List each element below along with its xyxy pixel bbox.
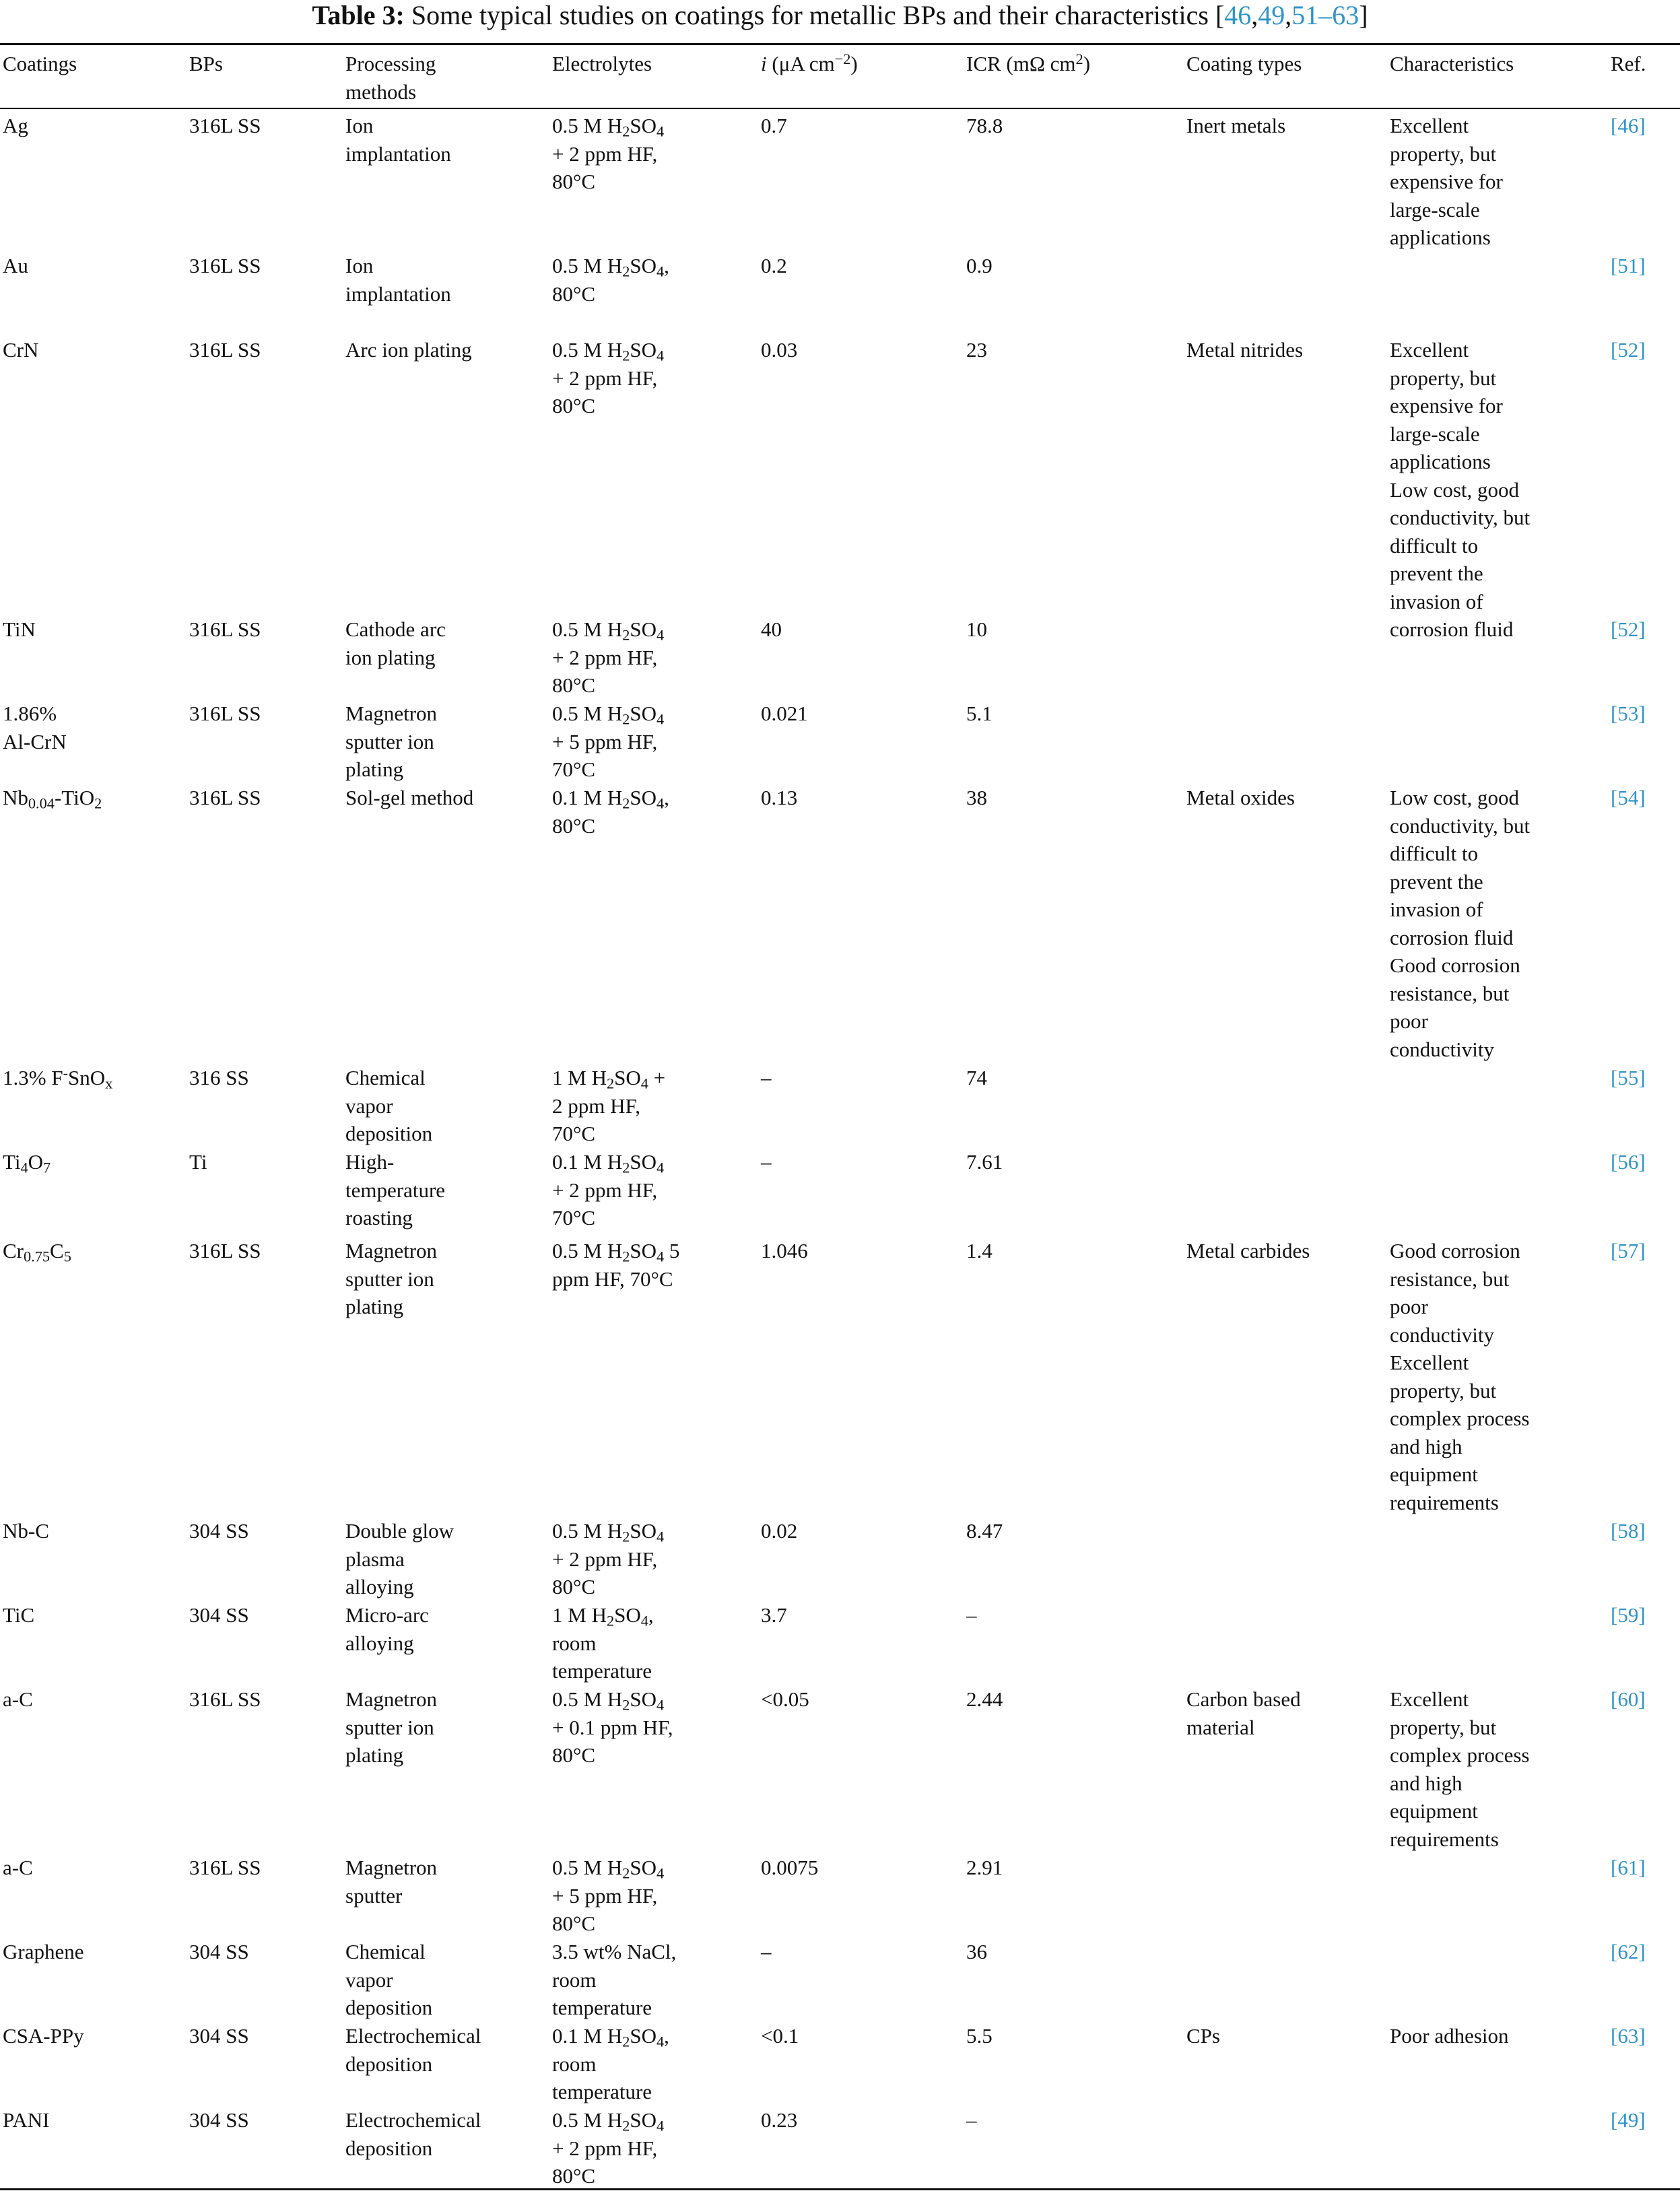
characteristics-cell: Excellent property, but expensive for large-scale applications Low cost, good conductivity, but difficult to prevent the invasion of corrosion fluid [1390,338,1531,641]
icr-cell: 5.1 [966,702,993,725]
processing-method-cell: Chemical vapor deposition [345,1066,433,1145]
table-caption [0,0,1680,44]
header-electrolytes: Electrolytes [552,52,652,75]
processing-method-cell: Double glow plasma alloying [345,1519,455,1598]
coating-cell: 1.86% Al-CrN [3,702,67,753]
electrolyte-subscript: 4 [640,1612,648,1629]
electrolyte-subscript: 4 [657,1528,665,1545]
electrolyte-text: SO [630,1687,657,1711]
icr-cell: 23 [966,338,987,362]
characteristics-cell: Excellent property, but complex process and high equipment requirements [1390,1687,1530,1851]
header-current-density [761,50,858,78]
electrolyte-text: , room temperature [552,1603,654,1683]
current-density-cell: 1.046 [761,1239,808,1262]
electrolyte-text: SO [630,617,657,641]
electrolyte-text: SO [630,1856,657,1879]
header-i-exponent: −2 [834,50,851,67]
electrolyte-subscript: 2 [622,1528,630,1545]
coating-text: O [28,1150,44,1174]
electrolyte-text: + 5 ppm HF, 80°C [552,1883,658,1935]
electrolyte-cell [552,252,669,308]
coating-subscript: 7 [43,1159,51,1176]
bottom-rule [0,2188,1680,2190]
electrolyte-cell [552,1148,664,1232]
processing-method-cell: Ion implantation [345,114,451,166]
electrolyte-text: SO [630,114,657,137]
ref-link[interactable]: [57] [1611,1239,1646,1262]
processing-method-cell: Electrochemical deposition [345,2024,481,2076]
caption-bracket-close: ] [1359,0,1368,30]
icr-cell: – [966,2108,977,2132]
electrolyte-subscript: 4 [657,795,665,812]
top-rule [0,43,1680,45]
electrolyte-subscript: 4 [657,1696,665,1714]
coating-cell: Ag [3,114,28,137]
electrolyte-cell [552,1601,654,1685]
electrolyte-subscript: 2 [622,626,630,644]
electrolyte-cell [552,2022,669,2106]
electrolyte-text: , 80°C [552,254,669,306]
electrolyte-subscript: 2 [622,710,630,728]
electrolyte-text: SO [630,338,657,362]
bp-cell: 316L SS [189,617,261,641]
header-i-symbol: i [761,52,767,75]
caption-ref-link-c[interactable]: 51–63 [1291,0,1359,30]
current-density-cell: 0.0075 [761,1856,819,1879]
processing-method-cell: Electrochemical deposition [345,2108,481,2160]
bp-cell: 316L SS [189,338,261,362]
coating-cell: CSA-PPy [3,2024,84,2048]
electrolyte-cell [552,2106,664,2190]
coating-text: C [50,1239,64,1262]
processing-method-cell: Chemical vapor deposition [345,1940,433,2019]
icr-cell: 74 [966,1066,987,1089]
electrolyte-text: 0.5 M H [552,338,623,362]
electrolyte-subscript: 2 [622,1248,630,1265]
electrolyte-text: SO [630,1519,657,1543]
electrolyte-text: + 2 ppm HF, 70°C [552,1178,658,1229]
current-density-cell: 40 [761,617,782,641]
ref-link[interactable]: [55] [1611,1066,1646,1089]
electrolyte-text: SO [614,1603,641,1627]
coating-text: 1.3% F [3,1066,63,1089]
electrolyte-text: , 80°C [552,786,669,838]
coating-subscript: 0.75 [24,1248,51,1265]
electrolyte-subscript: 4 [657,123,665,140]
coating-text: Ti [3,1150,21,1174]
electrolyte-cell [552,1237,679,1293]
electrolyte-subscript: 2 [622,2033,630,2050]
header-i-unit: (μA cm [766,52,835,75]
coating-type-cell: Metal carbides [1186,1239,1310,1262]
processing-method-cell: Ion implantation [345,254,451,306]
bp-cell: 316L SS [189,1239,261,1262]
electrolyte-text: 0.5 M H [552,114,623,137]
ref-link[interactable]: [53] [1611,702,1646,725]
current-density-cell: <0.05 [761,1687,809,1711]
ref-link[interactable]: [46] [1611,114,1646,137]
ref-link[interactable]: [62] [1611,1940,1646,1963]
coating-text: SnO [68,1066,106,1089]
bp-cell: 304 SS [189,1603,249,1627]
electrolyte-text: + 2 ppm HF, 80°C [552,366,658,417]
electrolyte-text: + 2 ppm HF, 80°C [552,645,658,697]
electrolyte-subscript: 4 [657,2033,665,2050]
current-density-cell: 3.7 [761,1603,787,1627]
bp-cell: 304 SS [189,2024,249,2048]
coating-subscript: x [105,1075,113,1092]
icr-cell: 0.9 [966,254,993,277]
coating-cell: a-C [3,1687,33,1711]
electrolyte-text: 0.5 M H [552,1239,623,1262]
header-processing-methods: Processing methods [345,52,436,104]
electrolyte-subscript: 4 [657,626,665,644]
icr-cell: 1.4 [966,1239,993,1262]
characteristics-cell: Excellent property, but expensive for large-scale applications [1390,114,1503,249]
electrolyte-text: + 0.1 ppm HF, 80°C [552,1715,673,1767]
electrolyte-text: 0.5 M H [552,702,623,725]
electrolyte-subscript: 2 [622,263,630,280]
electrolyte-subscript: 2 [622,1696,630,1714]
ref-link[interactable]: [59] [1611,1603,1646,1627]
coating-cell: TiN [3,617,36,641]
electrolyte-subscript: 4 [657,263,665,280]
electrolyte-subscript: 4 [657,1864,665,1882]
header-coatings: Coatings [3,52,77,75]
header-ref: Ref. [1611,52,1646,75]
icr-cell: 8.47 [966,1519,1003,1543]
electrolyte-subscript: 4 [657,347,665,364]
coating-cell: PANI [3,2108,50,2132]
ref-link[interactable]: [58] [1611,1519,1646,1543]
ref-link[interactable]: [51] [1611,254,1646,277]
electrolyte-text: + 2 ppm HF, 80°C [552,2136,658,2188]
caption-ref-link-b[interactable]: 49 [1258,0,1285,30]
electrolyte-text: + 2 ppm HF, 80°C [552,141,658,193]
coating-text: Cr [3,1239,24,1262]
bp-cell: Ti [189,1150,207,1174]
bp-cell: 316L SS [189,254,261,277]
coating-cell: TiC [3,1603,35,1627]
processing-method-cell: High- temperature roasting [345,1150,446,1229]
header-icr-unit: ICR (mΩ cm [966,52,1076,75]
electrolyte-subscript: 2 [622,123,630,140]
electrolyte-subscript: 2 [622,2117,630,2134]
electrolyte-text: + 5 ppm HF, 70°C [552,729,658,781]
electrolyte-text: 0.5 M H [552,254,623,277]
current-density-cell: – [761,1150,772,1174]
header-i-close: ) [850,52,858,75]
caption-ref-link-a[interactable]: 46 [1224,0,1252,30]
coating-cell [3,784,102,812]
electrolyte-text: 0.1 M H [552,2024,623,2048]
processing-method-cell: Magnetron sputter ion plating [345,702,438,781]
electrolyte-subscript: 4 [657,2117,665,2134]
current-density-cell: – [761,1066,772,1089]
electrolyte-cell [552,700,664,784]
icr-cell: 7.61 [966,1150,1003,1174]
electrolyte-cell [552,1685,673,1769]
electrolyte-text: SO [630,1150,657,1174]
characteristics-cell: Good corrosion resistance, but poor conductivity Excellent property, but complex process and high equipment requirements [1390,1239,1530,1514]
coating-type-cell: CPs [1186,2024,1220,2048]
header-icr-exponent: 2 [1075,50,1083,67]
electrolyte-subscript: 2 [622,347,630,364]
ref-link[interactable]: [52] [1611,617,1646,641]
electrolyte-subscript: 4 [657,1159,665,1176]
header-coating-types: Coating types [1186,52,1302,75]
current-density-cell: 0.7 [761,114,787,137]
coating-type-cell: Metal nitrides [1186,338,1304,362]
coating-cell: Graphene [3,1940,84,1963]
characteristics-cell: Poor adhesion [1390,2024,1509,2048]
electrolyte-text: 0.1 M H [552,1150,623,1174]
coating-cell [3,1148,51,1176]
electrolyte-cell [552,615,664,700]
coating-cell [3,1064,112,1092]
electrolyte-text: 0.5 M H [552,2108,623,2132]
ref-link[interactable]: [54] [1611,786,1646,809]
bp-cell: 316L SS [189,1687,261,1711]
caption-bracket-open: [ [1215,0,1225,30]
electrolyte-text: SO [630,1239,657,1262]
electrolyte-text: 0.1 M H [552,786,623,809]
icr-cell: 38 [966,786,987,809]
caption-comma-b: , [1285,0,1292,30]
coating-cell: Au [3,254,28,277]
current-density-cell: <0.1 [761,2024,799,2048]
coating-type-cell: Metal oxides [1186,786,1295,809]
electrolyte-subscript: 2 [606,1075,615,1092]
electrolyte-subscript: 4 [640,1075,648,1092]
coating-superscript: - [63,1064,69,1081]
electrolyte-subscript: 4 [657,1248,665,1265]
icr-cell: 2.44 [966,1687,1003,1711]
ref-link[interactable]: [61] [1611,1856,1646,1879]
electrolyte-subscript: 2 [606,1612,615,1629]
electrolyte-cell [552,336,664,420]
electrolyte-text: SO [630,702,657,725]
current-density-cell: 0.13 [761,786,798,809]
processing-method-cell: Micro-arc alloying [345,1603,429,1655]
electrolyte-text: 3.5 wt% NaCl, room temperature [552,1940,677,2019]
electrolyte-cell [552,1517,664,1601]
bp-cell: 304 SS [189,1940,249,1963]
current-density-cell: 0.03 [761,338,798,362]
icr-cell: 10 [966,617,987,641]
processing-method-cell: Sol-gel method [345,786,474,809]
caption-label: Table 3: [312,0,405,30]
electrolyte-text: 0.5 M H [552,1519,623,1543]
electrolyte-cell [552,1938,676,2022]
coating-cell [3,1237,71,1265]
bp-cell: 316L SS [189,114,261,137]
processing-method-cell: Cathode arc ion plating [345,617,446,669]
processing-method-cell: Magnetron sputter ion plating [345,1687,438,1767]
electrolyte-cell [552,112,664,196]
bp-cell: 304 SS [189,1519,249,1543]
icr-cell: – [966,1603,977,1627]
caption-text: Some typical studies on coatings for metallic BPs and their characteristics [411,0,1209,30]
electrolyte-subscript: 2 [622,1864,630,1882]
electrolyte-subscript: 4 [657,710,665,728]
current-density-cell: – [761,1940,772,1963]
icr-cell: 78.8 [966,114,1003,137]
processing-method-cell: Arc ion plating [345,338,472,362]
electrolyte-cell [552,1854,664,1938]
icr-cell: 5.5 [966,2024,993,2048]
current-density-cell: 0.02 [761,1519,798,1543]
electrolyte-text: SO [630,2024,657,2048]
electrolyte-text: 1 M H [552,1066,607,1089]
bp-cell: 316L SS [189,702,261,725]
electrolyte-text: 1 M H [552,1603,607,1627]
electrolyte-text: 5 ppm HF, 70°C [552,1239,680,1291]
characteristics-cell: Low cost, good conductivity, but difficult to prevent the invasion of corrosion fluid Good corrosion resistance, but poor conductivity [1390,786,1531,1061]
processing-method-cell: Magnetron sputter ion plating [345,1239,438,1318]
electrolyte-text: SO [630,2108,657,2132]
ref-link[interactable]: [49] [1611,2108,1646,2132]
icr-cell: 2.91 [966,1856,1003,1879]
header-icr [966,50,1090,78]
coating-cell: CrN [3,338,39,362]
electrolyte-text: SO [614,1066,641,1089]
coating-type-cell: Carbon based material [1186,1687,1301,1739]
electrolyte-text: 0.5 M H [552,617,623,641]
header-bps: BPs [189,52,223,75]
ref-link[interactable]: [56] [1611,1150,1646,1174]
electrolyte-text: + 2 ppm HF, 80°C [552,1547,658,1598]
icr-cell: 36 [966,1940,987,1963]
header-rule [0,108,1680,109]
current-density-cell: 0.2 [761,254,787,277]
bp-cell: 304 SS [189,2108,249,2132]
coating-subscript: 0.04 [28,795,55,812]
coating-type-cell: Inert metals [1186,114,1286,137]
ref-link[interactable]: [60] [1611,1687,1646,1711]
ref-link[interactable]: [52] [1611,338,1646,362]
electrolyte-text: SO [630,786,657,809]
bp-cell: 316 SS [189,1066,249,1089]
coating-subscript: 4 [20,1159,28,1176]
current-density-cell: 0.23 [761,2108,798,2132]
header-characteristics: Characteristics [1390,52,1514,75]
bp-cell: 316L SS [189,1856,261,1879]
electrolyte-text: SO [630,254,657,277]
electrolyte-cell [552,784,669,840]
electrolyte-text: 0.5 M H [552,1687,623,1711]
processing-method-cell: Magnetron sputter [345,1856,438,1908]
electrolyte-text: + 2 ppm HF, 70°C [552,1066,666,1145]
coating-cell: a-C [3,1856,33,1879]
electrolyte-text: , room temperature [552,2024,669,2103]
header-icr-close: ) [1083,52,1091,75]
caption-comma-a: , [1251,0,1258,30]
electrolyte-text: 0.5 M H [552,1856,623,1879]
electrolyte-subscript: 2 [622,1159,630,1176]
current-density-cell: 0.021 [761,702,808,725]
ref-link[interactable]: [63] [1611,2024,1646,2048]
coating-subscript: 2 [94,795,102,812]
coating-text: Nb [3,786,28,809]
coating-text: -TiO [54,786,95,809]
coating-subscript: 5 [63,1248,71,1265]
bp-cell: 316L SS [189,786,261,809]
coating-cell: Nb-C [3,1519,49,1543]
electrolyte-cell [552,1064,665,1148]
electrolyte-subscript: 2 [622,795,630,812]
